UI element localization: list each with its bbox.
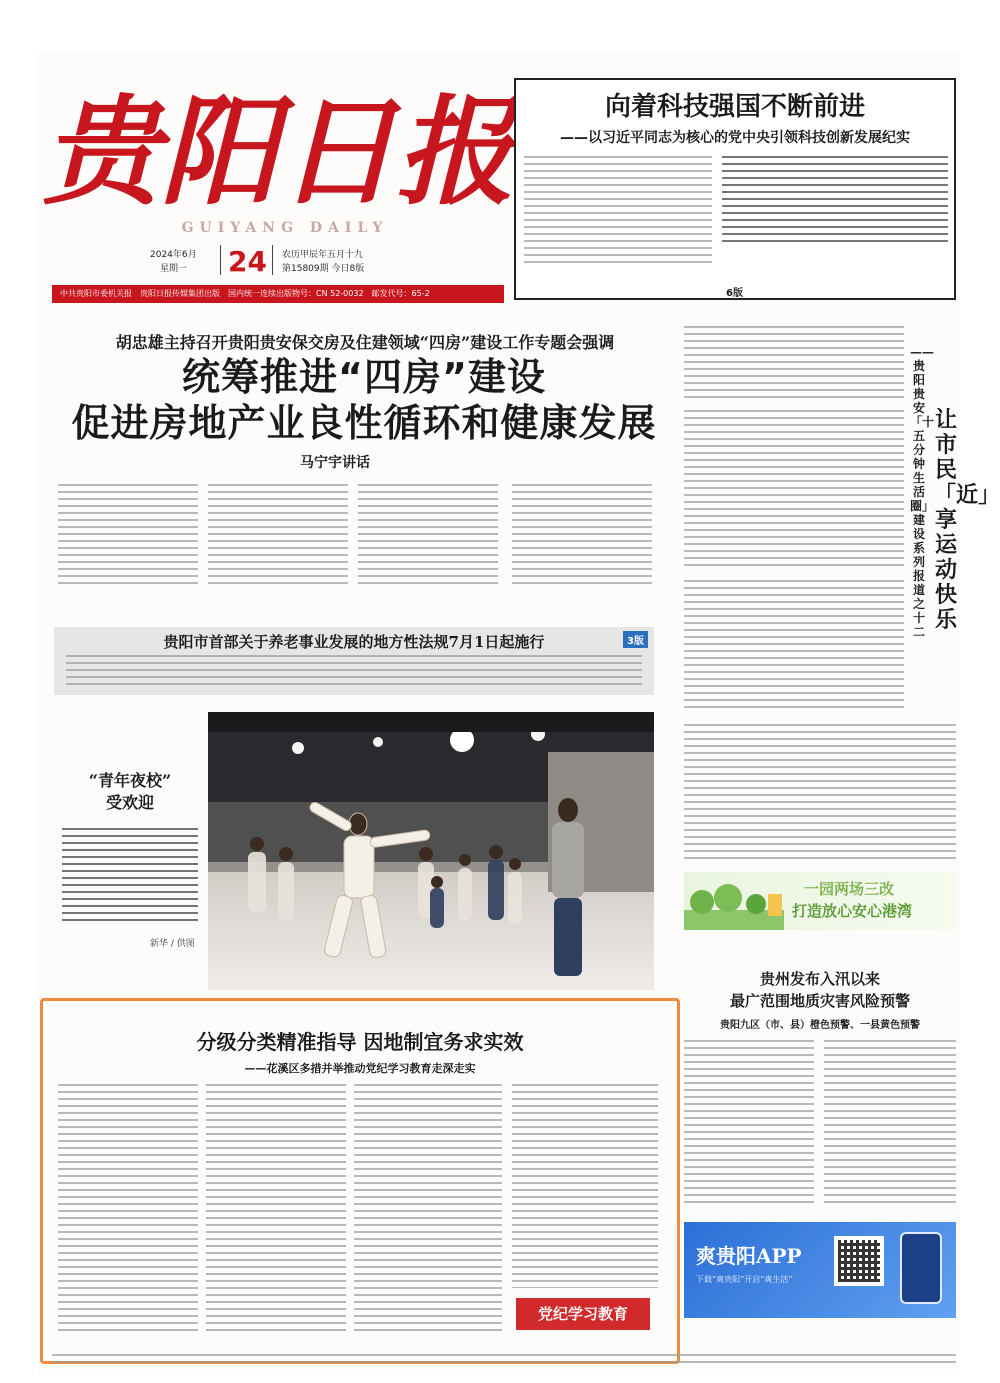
footer-strip bbox=[52, 1354, 956, 1364]
weekday: 星期一 bbox=[160, 264, 188, 274]
disaster-body-col-1 bbox=[684, 1040, 814, 1206]
highlight-story-title[interactable]: 分级分类精准指导 因地制宜务求实效 bbox=[196, 1030, 524, 1054]
right-col-vertical-title[interactable]: 让市民「近」享运动快乐 bbox=[934, 407, 1000, 633]
right-col-body-2 bbox=[684, 410, 904, 570]
app-ad[interactable] bbox=[684, 1222, 956, 1318]
disaster-title-2: 最广范围地质灾害风险预警 bbox=[729, 992, 910, 1010]
lead-headline-line2: 促进房地产业良性循环和健康发展 bbox=[71, 401, 657, 445]
masthead-info-bar: 中共贵阳市委机关报 贵阳日报传媒集团出版 国内统一连续出版物号：CN 52-0032 邮发代号：65-2 bbox=[52, 285, 504, 303]
issue-number: 第15809期 今日8版 bbox=[282, 264, 365, 274]
disaster-story-subtitle: 贵阳九区（市、县）橙色预警、一县黄色预警 bbox=[720, 1020, 920, 1031]
lead-byline: 马宁宇讲话 bbox=[300, 455, 370, 471]
side-feature-title-1: “青年夜校” bbox=[88, 771, 172, 790]
highlight-story-subtitle: ——花溪区多措并举推动党纪学习教育走深走实 bbox=[244, 1062, 476, 1075]
right-col-body-3 bbox=[684, 580, 904, 708]
masthead-calligraphy bbox=[41, 68, 515, 228]
lead-body-col-2 bbox=[208, 484, 348, 586]
top-feature-box[interactable] bbox=[514, 78, 956, 300]
app-ad-tagline: 下载“爽贵阳”开启“爽生活” bbox=[696, 1275, 793, 1284]
lunar-date: 农历甲辰年五月十九 bbox=[282, 250, 364, 260]
lead-body-col-3 bbox=[358, 484, 498, 586]
date-divider-2 bbox=[272, 245, 273, 275]
law-story-title: 贵阳市首部关于养老事业发展的地方性法规7月1日起施行 bbox=[163, 633, 545, 651]
highlight-body-col-3 bbox=[354, 1084, 502, 1336]
right-col-body-1 bbox=[684, 326, 904, 398]
highlight-stamp: 党纪学习教育 bbox=[516, 1298, 650, 1330]
green-banner[interactable] bbox=[684, 872, 956, 930]
right-col-vertical-subtitle: ——贵阳贵安「十五分钟生活圈」建设系列报道之十二 bbox=[910, 345, 935, 639]
date-divider bbox=[220, 245, 221, 275]
law-story-badge: 3版 bbox=[623, 631, 648, 648]
app-ad-name: 爽贵阳APP bbox=[696, 1244, 802, 1268]
lead-kicker: 胡忠雄主持召开贵阳贵安保交房及住建领域“四房”建设工作专题会强调 bbox=[115, 333, 615, 352]
date-line: 2024年6月 bbox=[150, 250, 197, 260]
highlight-body-col-2 bbox=[206, 1084, 346, 1336]
top-feature-page-ref: 6版 bbox=[726, 288, 743, 299]
dance-class-photo bbox=[208, 712, 654, 990]
disaster-body-col-2 bbox=[824, 1040, 956, 1206]
side-feature-title-2: 受欢迎 bbox=[105, 793, 154, 812]
lead-headline[interactable] bbox=[56, 354, 672, 446]
photo-illustration bbox=[208, 712, 654, 990]
side-feature-body bbox=[62, 828, 198, 926]
disaster-story-title[interactable] bbox=[684, 968, 956, 1012]
lead-headline-line1: 统筹推进“四房”建设 bbox=[182, 355, 546, 399]
side-feature-title[interactable] bbox=[62, 770, 198, 814]
green-banner-line2: 打造放心安心港湾 bbox=[792, 902, 913, 920]
green-banner-line1: 一园两场三改 bbox=[804, 880, 895, 898]
top-feature-body-left bbox=[524, 156, 712, 268]
top-feature-body-right bbox=[722, 156, 948, 244]
lead-body-col-4 bbox=[512, 484, 652, 586]
lead-body-col-1 bbox=[58, 484, 198, 586]
right-col-body-4 bbox=[684, 724, 956, 864]
masthead-english: GUIYANG DAILY bbox=[181, 220, 389, 236]
side-feature-credit: 新华 / 供图 bbox=[150, 939, 195, 949]
highlight-body-col-4 bbox=[512, 1084, 658, 1288]
law-story-band[interactable] bbox=[54, 627, 654, 695]
masthead-title bbox=[41, 68, 515, 228]
top-feature-title: 向着科技强国不断前进 bbox=[604, 92, 865, 122]
law-story-body bbox=[66, 655, 642, 687]
qr-code-icon bbox=[834, 1236, 884, 1286]
phone-icon bbox=[900, 1232, 942, 1304]
disaster-title-1: 贵州发布入汛以来 bbox=[759, 970, 880, 988]
top-feature-subtitle: ——以习近平同志为核心的党中央引领科技创新发展纪实 bbox=[560, 130, 910, 146]
date-block bbox=[150, 245, 420, 279]
date-day: 24 bbox=[228, 245, 267, 278]
masthead-text: 贵阳日报 bbox=[41, 82, 515, 221]
highlight-body-col-1 bbox=[58, 1084, 198, 1336]
